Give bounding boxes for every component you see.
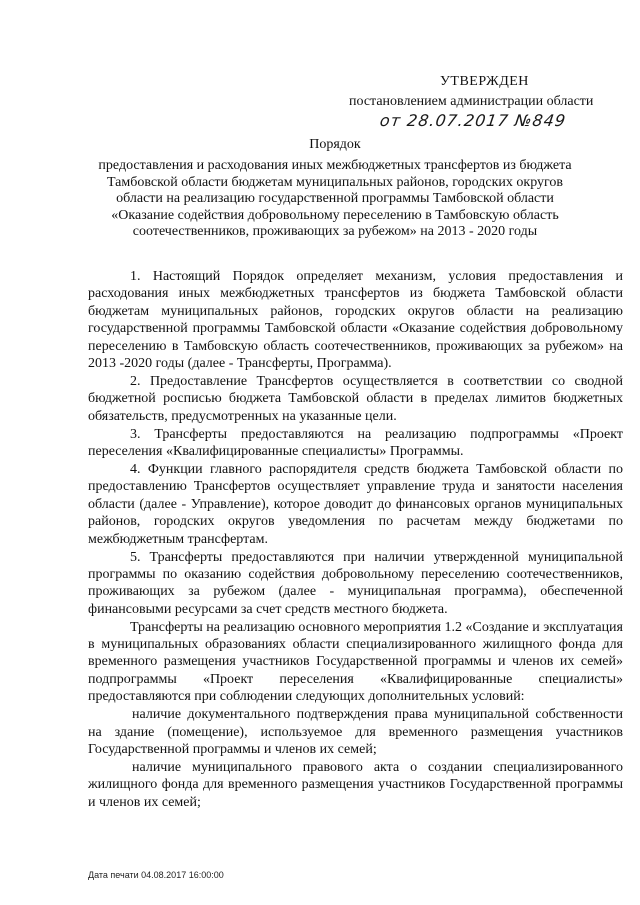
paragraph-6: Трансферты на реализацию основного мероприятия 1.2 «Создание и эксплуатация в муниципальных образованиях области специализированного жилищного фонда для временного размещения участников Государственной программы и членов их семей» подпрограммы «Проект переселения «Квалифицированные специалисты» предоставляются при соблюдении следующих дополнительных условий: [88, 619, 623, 705]
paragraph-3: 3. Трансферты предоставляются на реализацию подпрограммы «Проект переселения «Квалифицированные специалисты» Программы. [88, 426, 623, 460]
title-heading: Порядок [309, 137, 361, 152]
paragraph-5: 5. Трансферты предоставляются при наличии утвержденной муниципальной программы по оказанию содействия добровольному переселению соотечественников, проживающих за рубежом (далее - муниципальная программа), обеспеченной финансовыми ресурсами за счет средств местного бюджета. [88, 549, 623, 617]
document-body [88, 268, 623, 812]
paragraph-2: 2. Предоставление Трансфертов осуществляется в соответствии со сводной бюджетной росписью бюджета Тамбовской области в пределах лимитов бюджетных обязательств, предусмотренных на указанные цели. [88, 373, 623, 424]
handwritten-date-number: от 28.07.2017 №849 [378, 111, 568, 130]
condition-item-2: наличие муниципального правового акта о создании специализированного жилищного фонда для временного размещения участников Государственной программы и членов их семей; [88, 759, 623, 810]
approval-heading: УТВЕРЖДЕН [440, 74, 529, 89]
paragraph-4: 4. Функции главного распорядителя средств бюджета Тамбовской области по предоставлению Трансфертов осуществляет управление труда и занятости населения области (далее - Управление), которое доводит до финансовых органов муниципальных районов, городских округов уведомления по расчетам между бюджетами по межбюджетным трансфертам. [88, 461, 623, 547]
print-date-footer: Дата печати 04.08.2017 16:00:00 [88, 870, 224, 880]
paragraph-1: 1. Настоящий Порядок определяет механизм, условия предоставления и расходования иных межбюджетных трансфертов из бюджета Тамбовской области бюджетам муниципальных районов, городских округов области на реализацию государственной программы Тамбовской области «Оказание содействия добровольному переселению в Тамбовскую область соотечественников, проживающих за рубежом» на 2013 -2020 годы (далее - Трансферты, Программа). [88, 269, 623, 372]
condition-item-1: наличие документального подтверждения права муниципальной собственности на здание (помещение), используемое для временного размещения участников Государственной программы и членов их семей; [88, 707, 623, 757]
document-title [90, 137, 580, 240]
approval-authority: постановлением администрации области [349, 94, 594, 109]
title-subheading: предоставления и расходования иных межбюджетных трансфертов из бюджета Тамбовской области бюджетам муниципальных районов, городских округов области на реализацию государственной программы Тамбовской области «Оказание содействия добровольному переселению в Тамбовскую область соотечественников, проживающих за рубежом» на 2013 - 2020 годы [98, 158, 572, 240]
